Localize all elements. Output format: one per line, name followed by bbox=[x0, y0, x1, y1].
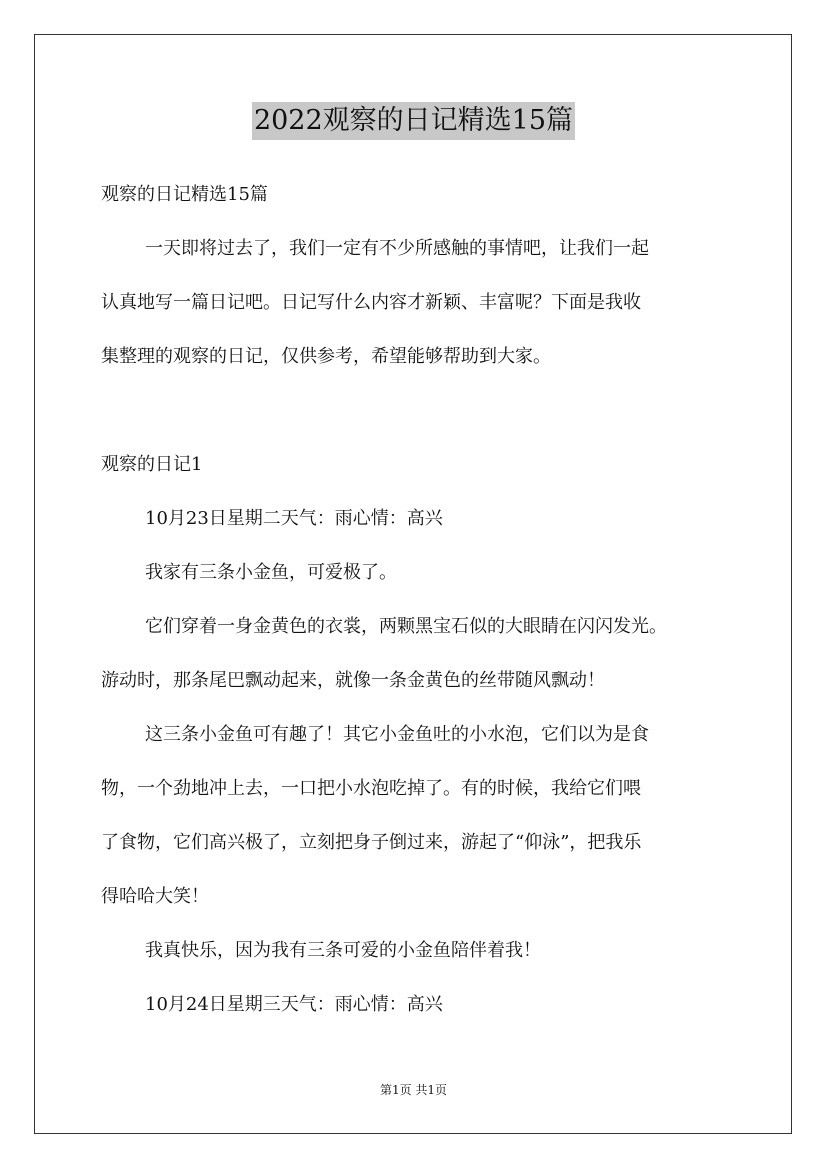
intro-line-1: 一天即将过去了，我们一定有不少所感触的事情吧，让我们一起 bbox=[145, 238, 649, 259]
subtitle: 观察的日记精选15篇 bbox=[101, 184, 268, 205]
section-heading: 观察的日记1 bbox=[101, 454, 203, 475]
paragraph-line: 游动时，那条尾巴飘动起来，就像一条金黄色的丝带随风飘动！ bbox=[101, 670, 605, 691]
paragraph-line: 了食物，它们高兴极了，立刻把身子倒过来，游起了“仰泳”，把我乐 bbox=[101, 832, 642, 853]
paragraph-line: 它们穿着一身金黄色的衣裳，两颗黑宝石似的大眼睛在闪闪发光。 bbox=[145, 616, 667, 637]
diary-date-line-2: 10月24日星期三天气：雨心情：高兴 bbox=[145, 994, 443, 1015]
paragraph-line: 这三条小金鱼可有趣了！其它小金鱼吐的小水泡，它们以为是食 bbox=[145, 724, 649, 745]
paragraph-line: 得哈哈大笑！ bbox=[101, 886, 209, 907]
paragraph-line: 物，一个劲地冲上去，一口把小水泡吃掉了。有的时候，我给它们喂 bbox=[101, 778, 641, 799]
paragraph-line: 我真快乐，因为我有三条可爱的小金鱼陪伴着我！ bbox=[145, 940, 541, 961]
diary-date-line-1: 10月23日星期二天气：雨心情：高兴 bbox=[145, 508, 443, 529]
intro-line-2: 认真地写一篇日记吧。日记写什么内容才新颖、丰富呢？下面是我收 bbox=[101, 292, 641, 313]
document-title: 2022观察的日记精选15篇 bbox=[252, 102, 575, 140]
page-footer: 第1页 共1页 bbox=[379, 1083, 448, 1097]
intro-line-3: 集整理的观察的日记，仅供参考，希望能够帮助到大家。 bbox=[101, 346, 551, 367]
paragraph-line: 我家有三条小金鱼，可爱极了。 bbox=[145, 562, 397, 583]
title-container bbox=[0, 102, 827, 140]
